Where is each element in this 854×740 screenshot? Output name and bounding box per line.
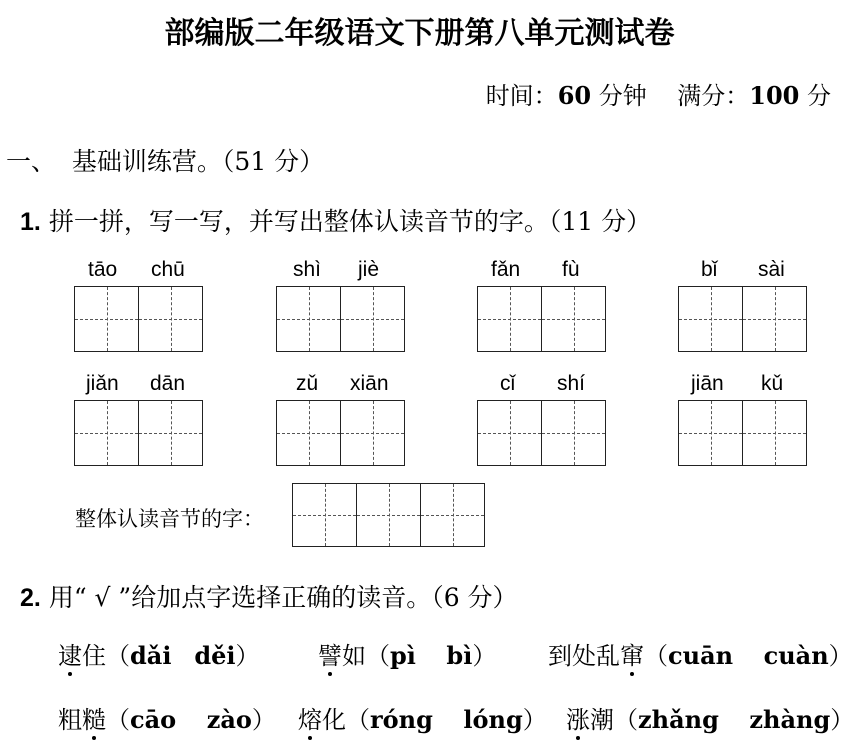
section-number: 一、 [6,147,57,176]
dotted-char: 譬 [318,642,342,670]
writing-grid[interactable] [74,400,203,466]
writing-grid[interactable] [276,286,405,352]
time-value: 60 [557,81,592,110]
paren: （ [346,706,370,734]
pinyin-label: sài [758,258,785,281]
paren: （ [644,642,668,670]
score-value: 100 [749,81,800,110]
question-number: 1. [20,208,41,236]
reading-choice [566,700,854,735]
pinyin-label: cǐ [500,372,516,395]
dotted-char: 糙 [82,706,106,734]
pinyin-option[interactable]: zhàng [749,705,831,734]
writing-grid[interactable] [477,400,606,466]
paren: ） [830,706,854,734]
plain-char: 如 [342,642,366,670]
pinyin-option[interactable]: zào [206,705,252,734]
paren: ） [251,706,276,734]
pinyin-option[interactable]: děi [194,641,236,670]
paren: （ [106,642,130,670]
writing-grid[interactable] [678,400,807,466]
whole-syllable-grid[interactable] [292,483,485,547]
pinyin-label: dān [150,372,186,395]
pinyin-label: chū [151,258,185,281]
question-text: 用“ √ ”给加点字选择正确的读音。（6 分） [48,583,518,612]
writing-grid[interactable] [276,400,405,466]
section-heading [6,142,324,178]
plain-char: 到处乱 [548,642,620,670]
pinyin-option[interactable]: bì [446,641,473,670]
time-unit: 分钟 [598,82,647,110]
plain-char: 化 [322,706,346,734]
pinyin-label: shí [557,372,586,395]
reading-choice [298,700,547,735]
paren: ） [235,642,260,670]
pinyin-label: bǐ [701,258,718,281]
pinyin-label: shì [293,258,322,281]
pinyin-option[interactable]: cuān [668,641,734,670]
paren: （ [614,706,638,734]
paren: ） [472,642,497,670]
pinyin-label: fǎn [491,258,521,281]
paren: （ [106,706,130,734]
paren: ） [828,642,853,670]
pinyin-label: tāo [88,258,118,281]
plain-char: 住 [82,642,106,670]
dotted-char: 逮 [58,642,82,670]
paren: ） [522,706,547,734]
question-text: 拼一拼，写一写，并写出整体认读音节的字。（11 分） [48,207,652,236]
pinyin-label: kǔ [761,372,784,395]
dotted-char: 熔 [298,706,322,734]
pinyin-label: xiān [350,372,389,395]
pinyin-label: jiǎn [86,372,119,395]
dotted-char: 窜 [620,642,644,670]
pinyin-label: fù [562,258,580,281]
pinyin-option[interactable]: zhǎng [638,705,719,734]
question-1 [20,202,651,238]
reading-choice [318,636,496,671]
reading-choice [58,636,260,671]
pinyin-option[interactable]: róng [370,705,433,734]
score-label: 满分： [677,82,750,110]
reading-choice [548,636,853,671]
reading-choice [58,700,276,735]
whole-syllable-label: 整体认读音节的字： [75,507,264,531]
time-label: 时间： [485,82,558,110]
pinyin-option[interactable]: pì [390,641,416,670]
time-info [486,76,831,111]
page-title: 部编版二年级语文下册第八单元测试卷 [164,16,675,51]
pinyin-option[interactable]: cuàn [763,641,829,670]
score-unit: 分 [807,82,831,110]
writing-grid[interactable] [477,286,606,352]
pinyin-label: jiān [691,372,724,395]
plain-char: 潮 [590,706,614,734]
question-2 [20,578,518,614]
paren: （ [366,642,390,670]
pinyin-option[interactable]: cāo [130,705,177,734]
pinyin-option[interactable]: dǎi [130,641,172,670]
writing-grid[interactable] [74,286,203,352]
pinyin-option[interactable]: lóng [463,705,523,734]
section-text: 基础训练营。（51 分） [71,147,325,176]
plain-char: 粗 [58,706,82,734]
pinyin-label: zǔ [296,372,319,395]
writing-grid[interactable] [678,286,807,352]
dotted-char: 涨 [566,706,590,734]
pinyin-label: jiè [358,258,380,281]
question-number: 2. [20,584,41,612]
